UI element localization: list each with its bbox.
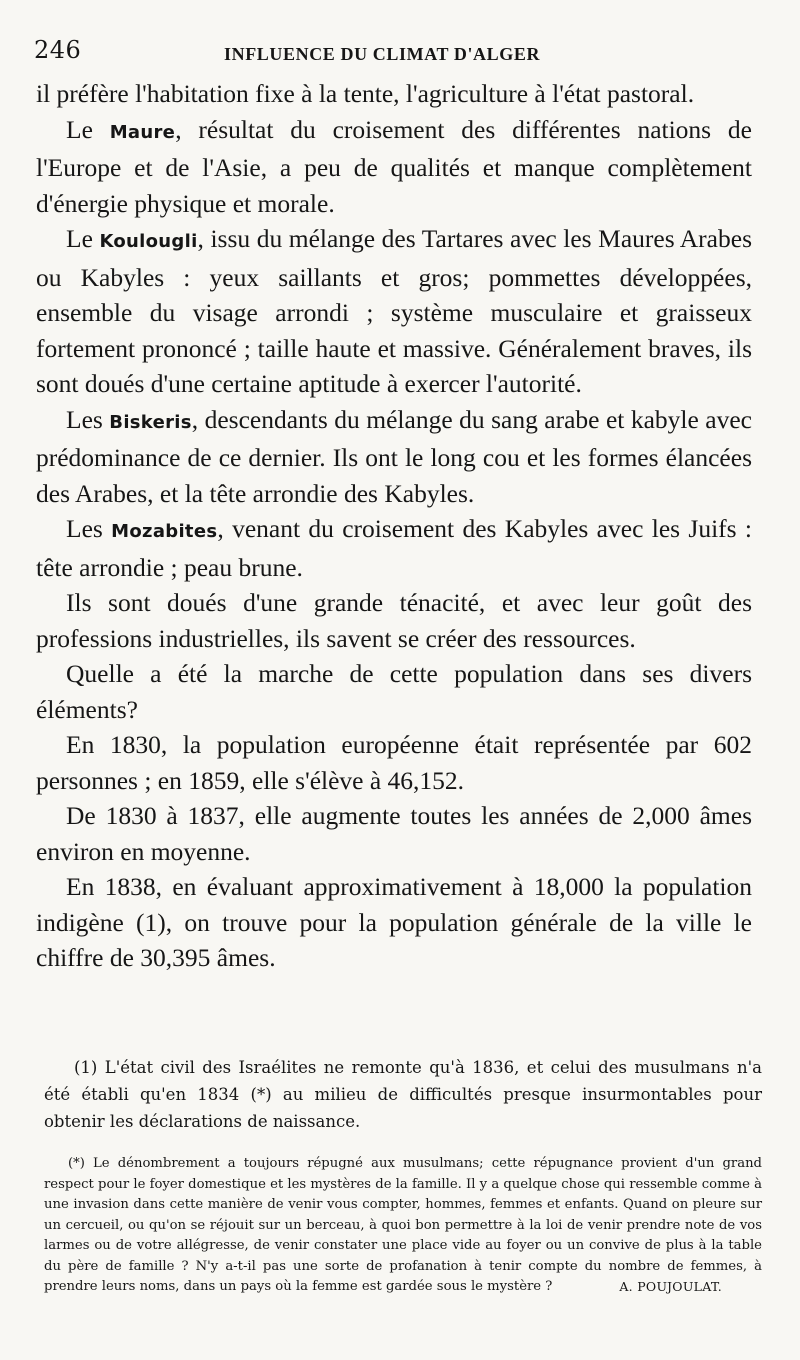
paragraph-tenacite: Ils sont doués d'une grande ténacité, et avec leur goût des professions industrielles, ils savent se créer des ressources. (36, 588, 752, 653)
paragraph-biskeris-text: , descendants du mélange du sang arabe et kabyle avec prédominance de ce dernier. Ils ont le long cou et les formes élancées des Arabes, et la tête arrondie des Kabyles. (36, 404, 752, 508)
paragraph-koulougli-pre: Le (66, 224, 100, 253)
footnote-1: (1) L'état civil des Israélites ne remonte qu'à 1836, et celui des musulmans n'a été établi qu'en 1834 (*) au milieu de difficultés presque insurmontables pour obtenir les déclarations de naissance. (44, 1058, 762, 1131)
paragraph-1: il préfère l'habitation fixe à la tente, l'agriculture à l'état pastoral. (36, 79, 695, 108)
paragraph-mozabites-text: , venant du croisement des Kabyles avec les Juifs : tête arrondie ; peau brune. (36, 514, 752, 582)
footnote-2-text: (*) Le dénombrement a toujours répugné aux musulmans; cette répugnance provient d'un grand respect pour le foyer domestique et les mystères de la famille. Il y a quelque chose qui ressemble comme à une invasion dans cette manière de venir vous compter, hommes, femmes et enfants. Quand on pleure sur un cercueil, ou qu'on se réjouit sur un berceau, à quoi bon permettre à la loi de venir prendre note de vos larmes ou de votre allégresse, de venir constater une place vide au foyer ou un convive de plus à la table du père de famille ? N'y a-t-il pas une sorte de profanation à tenir compte du nombre de femmes, à prendre leurs noms, dans un pays où la femme est gardée sous le mystère ? (44, 1156, 762, 1294)
paragraph-biskeris-pre: Les (66, 404, 110, 434)
paragraph-question: Quelle a été la marche de cette population dans ses divers éléments? (36, 659, 752, 724)
paragraph-mozabites (36, 511, 752, 585)
paragraph-biskeris (36, 402, 752, 512)
term-maure: Maure (109, 121, 176, 143)
paragraph-mozabites-pre: Les (66, 514, 112, 543)
term-mozabites: Mozabites (111, 521, 218, 542)
paragraph-maure-pre: Le (66, 114, 110, 144)
paragraph-1830-1837: De 1830 à 1837, elle augmente toutes les années de 2,000 âmes environ en moyenne. (36, 801, 752, 866)
paragraph-1830: En 1830, la population européenne était représentée par 602 personnes ; en 1859, elle s'élève à 46,152. (36, 730, 752, 795)
page-header (34, 36, 764, 76)
paragraph-maure (36, 112, 752, 222)
footnote-2 (44, 1154, 762, 1298)
paragraph-maure-text: , résultat du croisement des différentes nations de l'Europe et de l'Asie, a peu de qualités et manque complètement d'énergie physique et morale. (36, 114, 752, 218)
term-biskeris: Biskeris (109, 411, 192, 433)
paragraph-koulougli (36, 221, 752, 402)
paragraph-koulougli-text: , issu du mélange des Tartares avec les Maures Arabes ou Kabyles : yeux saillants et gros; pommettes développées, ensemble du visage arrondi ; système musculaire et graisseux fortement prononcé ; taille haute et massive. Généralement braves, ils sont doués d'une certaine aptitude à exercer l'autorité. (36, 224, 752, 398)
body-text (36, 76, 752, 976)
page-number: 246 (34, 36, 82, 64)
paragraph-1838: En 1838, en évaluant approximativement à 18,000 la population indigène (1), on trouve pour la population générale de la ville le chiffre de 30,395 âmes. (36, 872, 752, 972)
running-title: INFLUENCE DU CLIMAT D'ALGER (224, 44, 541, 64)
footnote-signature: A. POUJOULAT. (619, 1279, 722, 1294)
term-koulougli: Koulougli (99, 231, 198, 252)
